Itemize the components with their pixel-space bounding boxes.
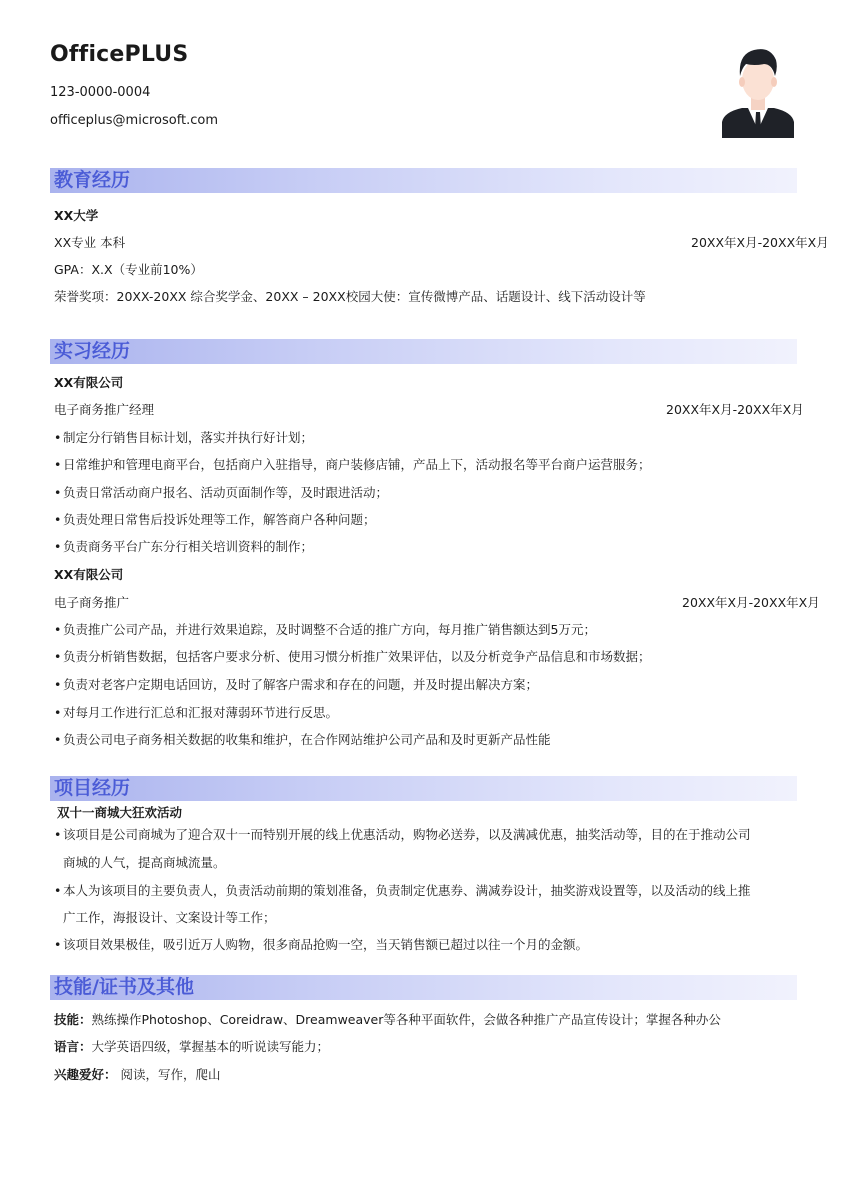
major: XX专业 本科 (54, 235, 126, 250)
avatar-icon (720, 42, 796, 138)
list-item: • 本人为该项目的主要负责人，负责活动前期的策划准备，负责制定优惠券、满减券设计，抽奖游戏设置等，以及活动的线上推 (54, 883, 751, 898)
list-item: • 负责推广公司产品，并进行效果追踪，及时调整不合适的推广方向，每月推广销售额达到5万元； (54, 622, 596, 637)
list-item: • 该项目效果极佳，吸引近万人购物，很多商品抢购一空，当天销售额已超过以往一个月的金额。 (54, 937, 589, 952)
list-item: • 对每月工作进行汇总和汇报对薄弱环节进行反思。 (54, 705, 339, 720)
section-education (50, 168, 797, 193)
section-title: 项目经历 (54, 777, 131, 799)
company-name: XX有限公司 (54, 375, 124, 390)
job-title: 电子商务推广经理 (54, 402, 155, 417)
section-title: 教育经历 (54, 169, 131, 191)
phone: 123-0000-0004 (50, 85, 151, 100)
section-title: 技能/证书及其他 (54, 976, 194, 998)
list-item: • 负责公司电子商务相关数据的收集和维护，在合作网站维护公司产品和及时更新产品性能 (54, 732, 551, 747)
job-title: 电子商务推广 (54, 595, 130, 610)
list-item-continuation: 商城的人气，提高商城流量。 (63, 855, 226, 870)
company-name: XX有限公司 (54, 567, 124, 582)
list-item: • 该项目是公司商城为了迎合双十一而特别开展的线上优惠活动，购物必送券，以及满减优惠，抽奖活动等，目的在于推动公司 (54, 827, 751, 842)
school-name: XX大学 (54, 208, 99, 223)
list-item: • 负责分析销售数据，包括客户要求分析、使用习惯分析推广效果评估，以及分析竞争产品信息和市场数据； (54, 649, 651, 664)
resume-name: OfficePLUS (50, 42, 189, 67)
skills-label: 技能： (54, 1012, 92, 1027)
gpa: GPA：X.X（专业前10%） (54, 262, 203, 277)
list-item-continuation: 广工作，海报设计、文案设计等工作； (63, 910, 276, 925)
job-date: 20XX年X月-20XX年X月 (666, 402, 804, 417)
hobby-line (54, 1065, 221, 1083)
list-item: • 负责对老客户定期电话回访，及时了解客户需求和存在的问题，并及时提出解决方案； (54, 677, 539, 692)
hobby-text: 阅读，写作，爬山 (116, 1067, 221, 1082)
language-line (54, 1037, 329, 1055)
list-item: • 负责处理日常售后投诉处理等工作，解答商户各种问题； (54, 512, 376, 527)
section-internship (50, 339, 797, 364)
skills-line (54, 1010, 721, 1028)
skills-text: 熟练操作Photoshop、Coreidraw、Dreamweaver等各种平面软件，会做各种推广产品宣传设计；掌握各种办公 (91, 1012, 721, 1027)
list-item: • 日常维护和管理电商平台，包括商户入驻指导，商户装修店铺，产品上下，活动报名等平台商户运营服务； (54, 457, 651, 472)
list-item: • 负责商务平台广东分行相关培训资料的制作； (54, 539, 314, 554)
list-item: • 制定分行销售目标计划，落实并执行好计划； (54, 430, 314, 445)
list-item: • 负责日常活动商户报名、活动页面制作等，及时跟进活动； (54, 485, 389, 500)
section-project (50, 776, 797, 801)
section-title: 实习经历 (54, 340, 131, 362)
honors: 荣誉奖项：20XX-20XX 综合奖学金、20XX – 20XX校园大使：宣传微博产品、话题设计、线下活动设计等 (54, 289, 646, 304)
hobby-label: 兴趣爱好： (54, 1067, 117, 1082)
education-date: 20XX年X月-20XX年X月 (691, 235, 829, 250)
project-name: 双十一商城大狂欢活动 (57, 805, 183, 820)
email: officeplus@microsoft.com (50, 113, 219, 128)
language-label: 语言： (54, 1039, 92, 1054)
language-text: 大学英语四级，掌握基本的听说读写能力； (91, 1039, 330, 1054)
job-date: 20XX年X月-20XX年X月 (682, 595, 820, 610)
section-skills (50, 975, 797, 1000)
